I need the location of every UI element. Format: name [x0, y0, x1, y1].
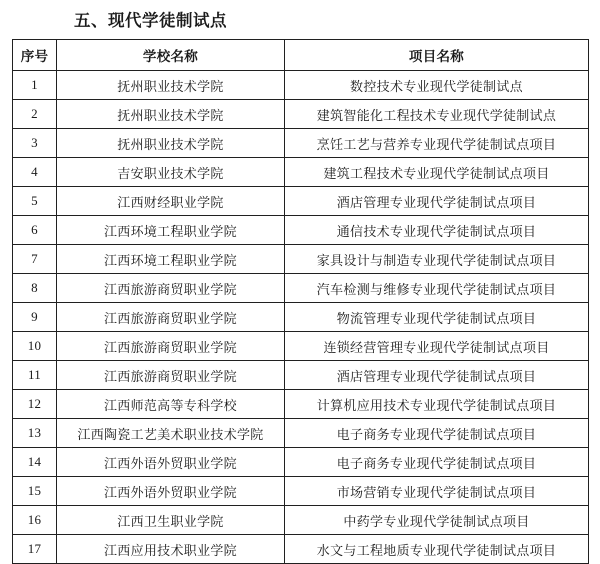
- table-row: [13, 535, 589, 564]
- cell-project: 物流管理专业现代学徒制试点项目: [285, 303, 589, 332]
- table-row: [13, 187, 589, 216]
- table-row: [13, 506, 589, 535]
- cell-school: 江西旅游商贸职业学院: [57, 303, 285, 332]
- table-row: [13, 303, 589, 332]
- cell-school: 江西环境工程职业学院: [57, 245, 285, 274]
- page-title: 五、现代学徒制试点: [74, 12, 227, 30]
- cell-school: 江西财经职业学院: [57, 187, 285, 216]
- cell-index: 11: [13, 361, 57, 390]
- cell-project: 酒店管理专业现代学徒制试点项目: [285, 361, 589, 390]
- cell-project: 电子商务专业现代学徒制试点项目: [285, 448, 589, 477]
- cell-index: 4: [13, 158, 57, 187]
- cell-index: 16: [13, 506, 57, 535]
- cell-index: 2: [13, 100, 57, 129]
- table-header: [13, 40, 589, 71]
- cell-school: 江西卫生职业学院: [57, 506, 285, 535]
- table-row: [13, 332, 589, 361]
- table-row: [13, 274, 589, 303]
- cell-project: 建筑工程技术专业现代学徒制试点项目: [285, 158, 589, 187]
- cell-index: 12: [13, 390, 57, 419]
- cell-school: 江西陶瓷工艺美术职业技术学院: [57, 419, 285, 448]
- column-header-school: 学校名称: [57, 40, 285, 71]
- cell-index: 8: [13, 274, 57, 303]
- cell-index: 1: [13, 71, 57, 100]
- cell-project: 中药学专业现代学徒制试点项目: [285, 506, 589, 535]
- table-row: [13, 100, 589, 129]
- table-row: [13, 129, 589, 158]
- cell-index: 13: [13, 419, 57, 448]
- cell-project: 通信技术专业现代学徒制试点项目: [285, 216, 589, 245]
- cell-project: 电子商务专业现代学徒制试点项目: [285, 419, 589, 448]
- cell-school: 江西应用技术职业学院: [57, 535, 285, 564]
- cell-school: 吉安职业技术学院: [57, 158, 285, 187]
- pilot-program-table: [12, 39, 589, 564]
- cell-school: 江西师范高等专科学校: [57, 390, 285, 419]
- cell-school: 江西旅游商贸职业学院: [57, 274, 285, 303]
- table-row: [13, 245, 589, 274]
- column-header-index: 序号: [13, 40, 57, 71]
- table-row: [13, 477, 589, 506]
- cell-project: 建筑智能化工程技术专业现代学徒制试点: [285, 100, 589, 129]
- cell-project: 数控技术专业现代学徒制试点: [285, 71, 589, 100]
- cell-index: 9: [13, 303, 57, 332]
- table-row: [13, 361, 589, 390]
- table-row: [13, 419, 589, 448]
- table-row: [13, 390, 589, 419]
- cell-index: 14: [13, 448, 57, 477]
- column-header-project: 项目名称: [285, 40, 589, 71]
- table-row: [13, 216, 589, 245]
- cell-project: 市场营销专业现代学徒制试点项目: [285, 477, 589, 506]
- cell-project: 连锁经营管理专业现代学徒制试点项目: [285, 332, 589, 361]
- cell-school: 江西环境工程职业学院: [57, 216, 285, 245]
- cell-school: 抚州职业技术学院: [57, 129, 285, 158]
- table-row: [13, 158, 589, 187]
- cell-index: 3: [13, 129, 57, 158]
- cell-school: 江西旅游商贸职业学院: [57, 332, 285, 361]
- cell-school: 江西旅游商贸职业学院: [57, 361, 285, 390]
- cell-index: 15: [13, 477, 57, 506]
- cell-index: 17: [13, 535, 57, 564]
- cell-project: 汽车检测与维修专业现代学徒制试点项目: [285, 274, 589, 303]
- cell-school: 抚州职业技术学院: [57, 71, 285, 100]
- cell-index: 7: [13, 245, 57, 274]
- cell-school: 抚州职业技术学院: [57, 100, 285, 129]
- table-row: [13, 448, 589, 477]
- cell-index: 10: [13, 332, 57, 361]
- cell-project: 烹饪工艺与营养专业现代学徒制试点项目: [285, 129, 589, 158]
- table-header-row: [13, 40, 589, 71]
- cell-project: 计算机应用技术专业现代学徒制试点项目: [285, 390, 589, 419]
- cell-project: 家具设计与制造专业现代学徒制试点项目: [285, 245, 589, 274]
- table-body: [13, 71, 589, 564]
- cell-index: 5: [13, 187, 57, 216]
- table-row: [13, 71, 589, 100]
- cell-project: 水文与工程地质专业现代学徒制试点项目: [285, 535, 589, 564]
- cell-index: 6: [13, 216, 57, 245]
- cell-school: 江西外语外贸职业学院: [57, 477, 285, 506]
- cell-school: 江西外语外贸职业学院: [57, 448, 285, 477]
- cell-project: 酒店管理专业现代学徒制试点项目: [285, 187, 589, 216]
